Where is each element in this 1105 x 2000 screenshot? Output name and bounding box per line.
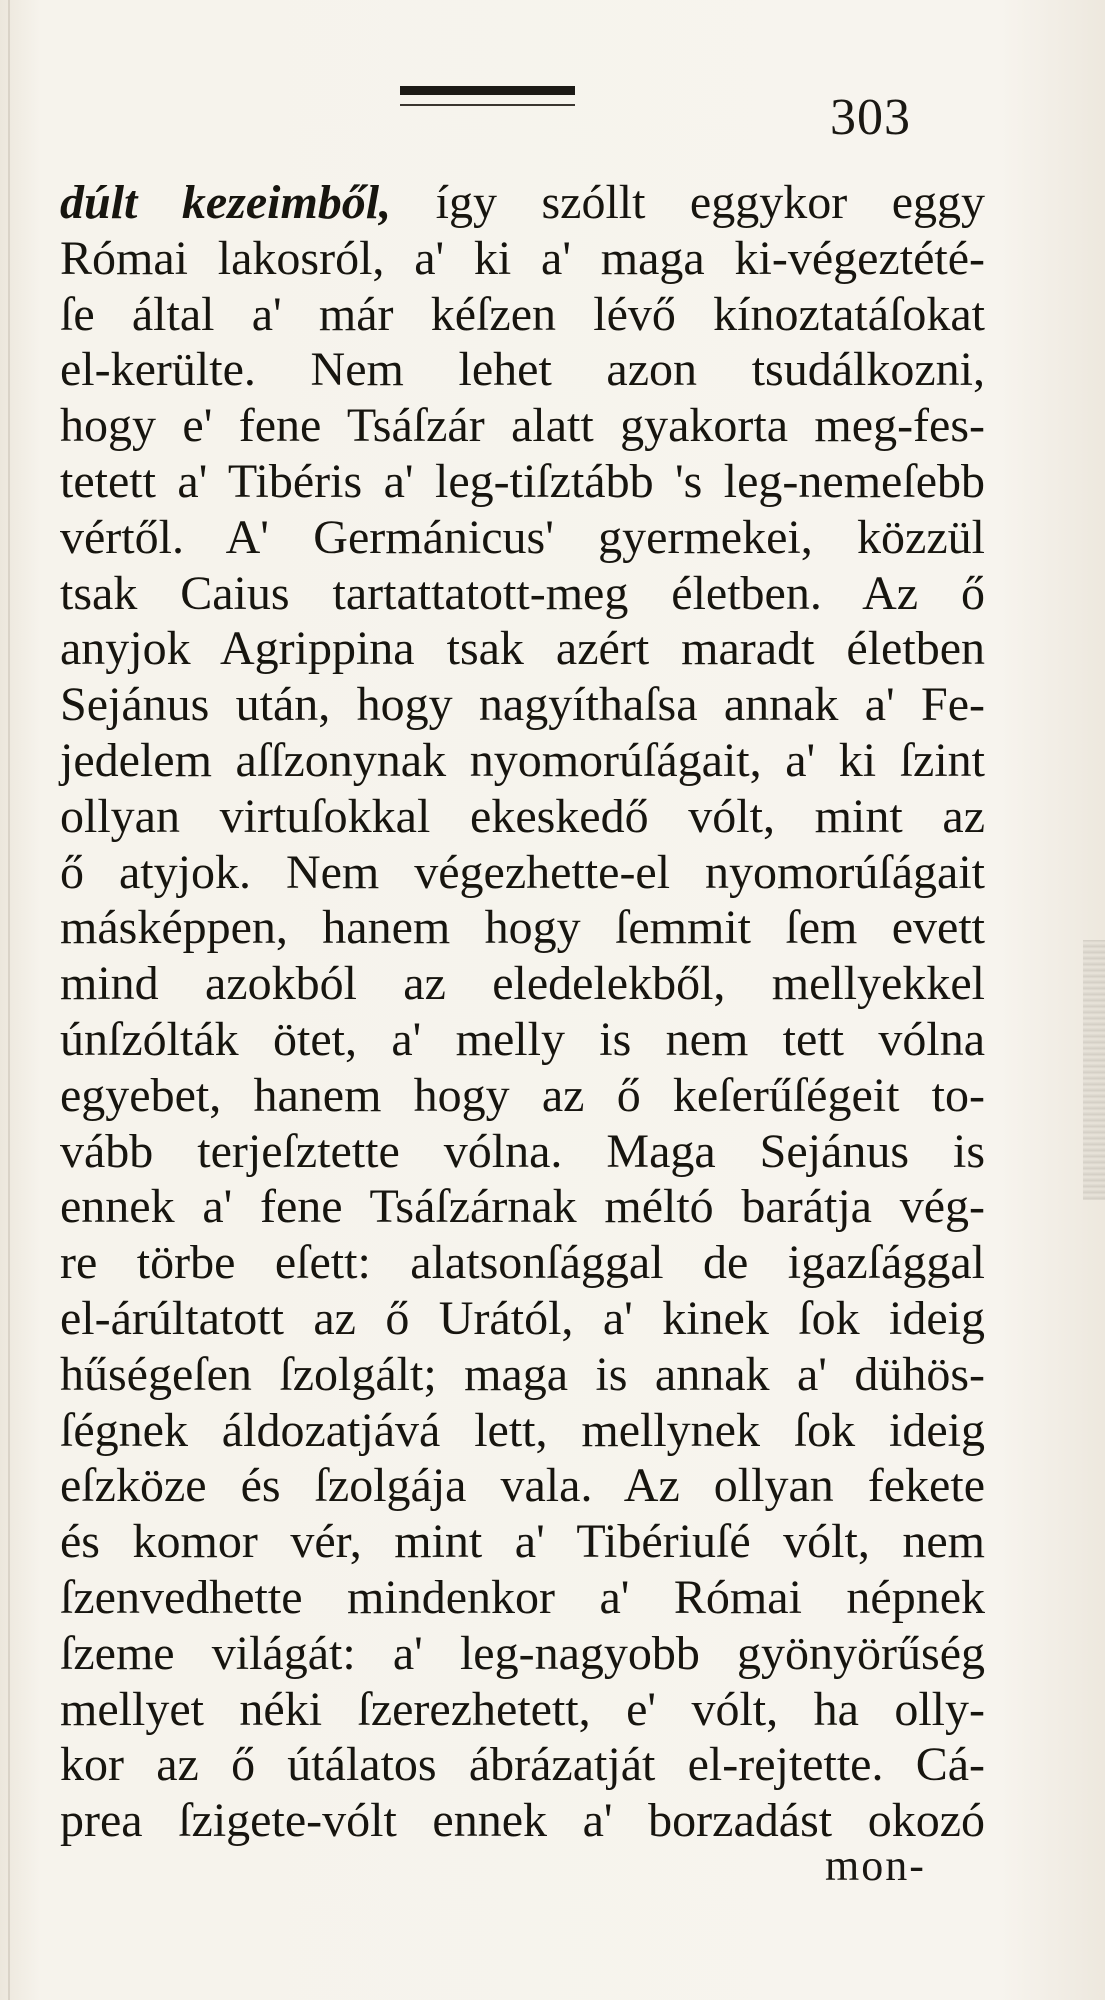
text-line-1-rest: így szóllt eggykor eggy (391, 176, 986, 229)
text-line-4: el-kerülte. Nem lehet azon tsudálkozni, (60, 343, 985, 397)
text-lines (60, 231, 985, 1849)
header-rule-thin (400, 104, 575, 106)
body-text (60, 175, 985, 1849)
text-line-11: jedelem aſſzonynak nyomorúſágait, a' ki ſzint (60, 733, 985, 787)
text-line-28: mellyet néki ſzerezhetett, e' vólt, ha olly- (60, 1682, 985, 1736)
text-line-10: Sejánus után, hogy nagyíthaſsa annak a' Fe- (60, 678, 985, 732)
gutter-shadow (8, 0, 10, 2000)
text-line-12: ollyan virtuſokkal ekeskedő vólt, mint az (60, 789, 985, 843)
text-line-9: anyjok Agrippina tsak azért maradt életben (60, 622, 985, 676)
text-line-18: vább terjeſztette vólna. Maga Sejánus is (60, 1124, 985, 1178)
text-line-13: ő atyjok. Nem végezhette-el nyomorúſágait (60, 845, 985, 899)
italic-phrase: dúlt kezeimből, (60, 176, 392, 229)
text-line-20: re törbe eſett: alatsonſággal de igazſággal (60, 1236, 985, 1290)
text-line-26: ſzenvedhette mindenkor a' Római népnek (60, 1570, 985, 1624)
text-line-2: Római lakosról, a' ki a' maga ki-végeztété- (60, 231, 985, 285)
catchword: mon- (825, 1841, 926, 1890)
header-rule-thick (400, 86, 575, 95)
text-line-15: mind azokból az eledelekből, mellyekkel (60, 957, 985, 1011)
text-line-17: egyebet, hanem hogy az ő keſerűſégeit to- (60, 1068, 985, 1122)
page-number: 303 (830, 89, 911, 146)
text-line-5: hogy e' fene Tsáſzár alatt gyakorta meg-fes- (60, 399, 985, 453)
show-through-edge (1083, 940, 1105, 1200)
text-line-14: másképpen, hanem hogy ſemmit ſem evett (60, 901, 985, 955)
text-line-16: únſzólták ötet, a' melly is nem tett vólna (60, 1012, 985, 1066)
text-line-8: tsak Caius tartattatott-meg életben. Az ő (60, 566, 985, 620)
text-line-25: és komor vér, mint a' Tibériuſé vólt, nem (60, 1515, 985, 1569)
text-line-29: kor az ő útálatos ábrázatját el-rejtette. Cá- (60, 1738, 985, 1792)
text-line-21: el-árúltatott az ő Urától, a' kinek ſok ideig (60, 1291, 985, 1345)
text-line-22: hűségeſen ſzolgált; maga is annak a' dühös- (60, 1347, 985, 1401)
text-line-7: vértől. A' Germánicus' gyermekei, közzül (60, 510, 985, 564)
text-line-3: ſe által a' már kéſzen lévő kínoztatáſokat (60, 287, 985, 341)
text-line-23: ſégnek áldozatjává lett, mellynek ſok ideig (60, 1403, 985, 1457)
text-line-6: tetett a' Tibéris a' leg-tiſztább 's leg-nemeſebb (60, 454, 985, 508)
text-line-1 (60, 175, 985, 231)
text-line-27: ſzeme világát: a' leg-nagyobb gyönyörűség (60, 1626, 985, 1680)
text-line-30: prea ſzigete-vólt ennek a' borzadást okozó (60, 1794, 985, 1848)
text-line-24: eſzköze és ſzolgája vala. Az ollyan fekete (60, 1459, 985, 1513)
text-line-19: ennek a' fene Tsáſzárnak méltó barátja vég- (60, 1180, 985, 1234)
